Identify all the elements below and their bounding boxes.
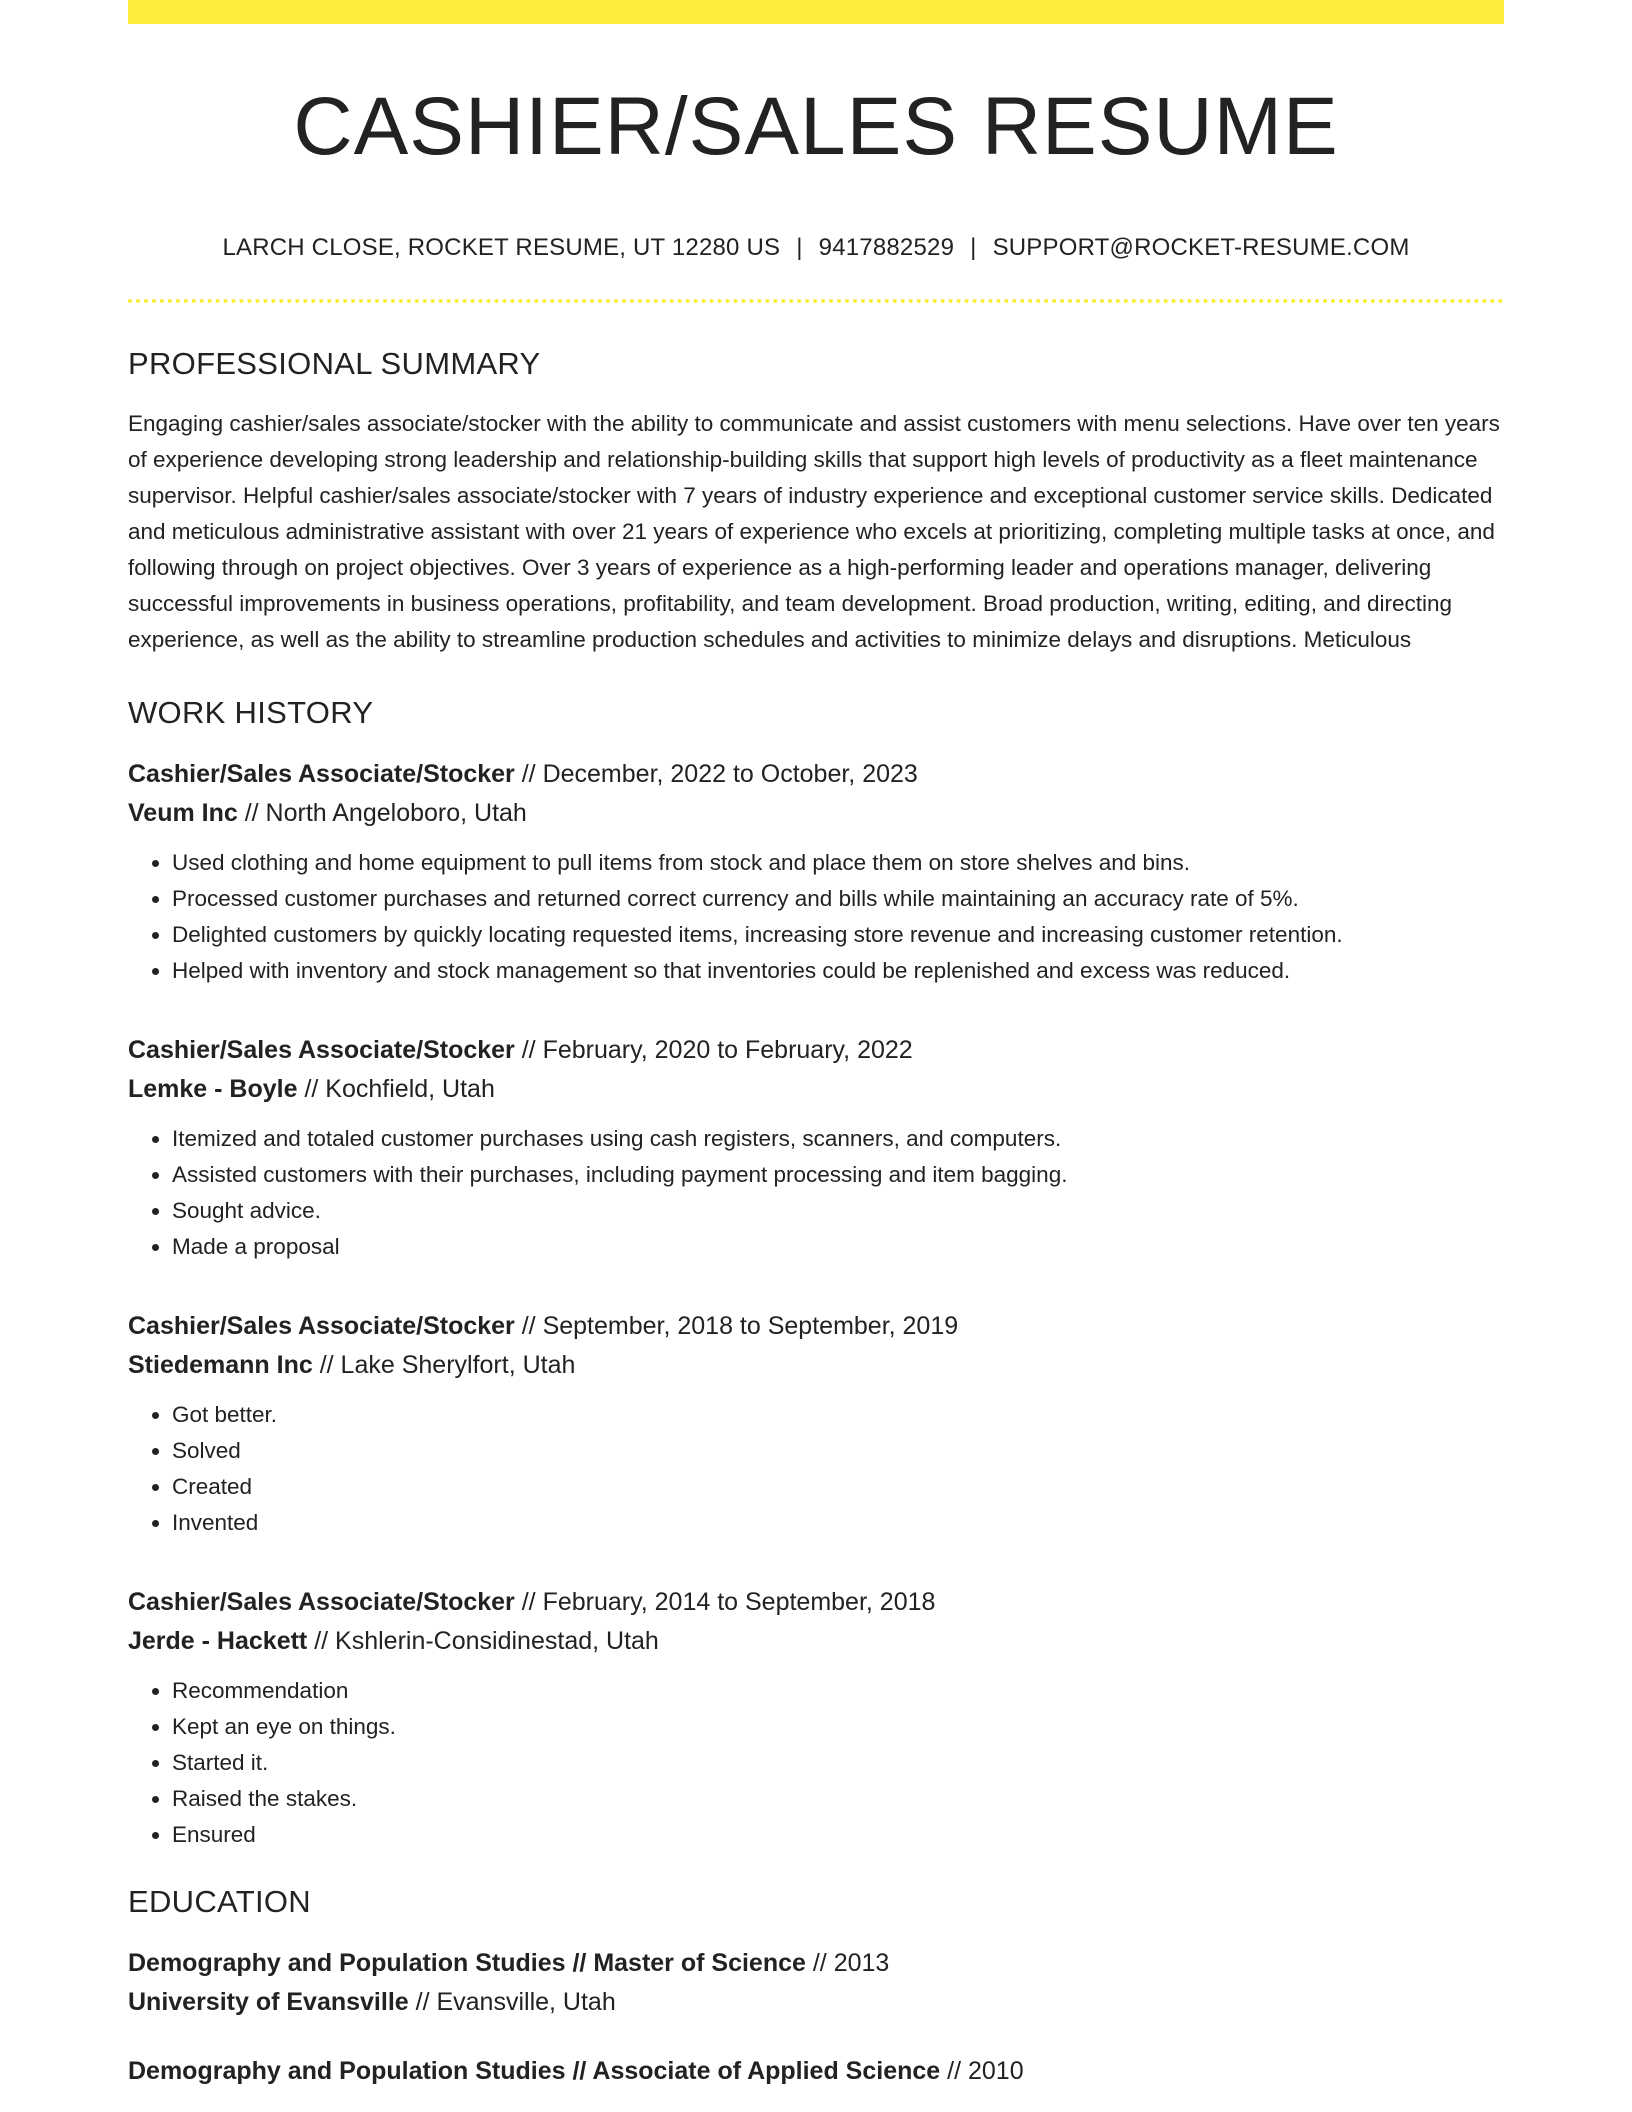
job-bullet: • Assisted customers with their purchases, including payment processing and item bagging. <box>172 1157 1504 1193</box>
job-role: Cashier/Sales Associate/Stocker <box>128 1036 515 1065</box>
education-location: // Evansville, Utah <box>415 1988 616 2017</box>
resume-title: CASHIER/SALES RESUME <box>293 81 1339 172</box>
education-entry <box>128 2052 1504 2091</box>
education-degree: Demography and Population Studies // Master of Science <box>128 1949 806 1978</box>
job-company: Lemke - Boyle <box>128 1075 298 1104</box>
education-entry <box>128 1944 1504 2022</box>
education-school-line <box>128 1983 1504 2022</box>
job-location: // Lake Sherylfort, Utah <box>319 1351 576 1380</box>
job-company: Stiedemann Inc <box>128 1351 313 1380</box>
education-year: // 2010 <box>947 2057 1024 2086</box>
summary-text: Engaging cashier/sales associate/stocker with the ability to communicate and assist customers with menu selections. Have over ten years of experience developing strong leadership and relationship-building skills that support high levels of productivity as a fleet maintenance supervisor. Helpful cashier/sales associate/stocker with 7 years of industry experience and exceptional customer service skills. Dedicated and meticulous administrative assistant with over 21 years of experience who excels at prioritizing, completing multiple tasks at once, and following through on project objectives. Over 3 years of experience as a high-performing leader and operations manager, delivering successful improvements in business operations, profitability, and team development. Broad production, writing, editing, and directing experience, as well as the ability to streamline production schedules and activities to minimize delays and disruptions. Meticulous <box>128 410 1500 652</box>
job-bullet: • Used clothing and home equipment to pull items from stock and place them on store shelves and bins. <box>172 845 1504 881</box>
job-dates: // September, 2018 to September, 2019 <box>521 1312 959 1341</box>
job-bullet: • Kept an eye on things. <box>172 1709 1504 1745</box>
job-company: Jerde - Hackett <box>128 1627 308 1656</box>
job-company-line <box>128 1070 1504 1109</box>
contact-line <box>128 234 1504 263</box>
education-year: // 2013 <box>812 1949 890 1978</box>
job-company-line <box>128 1622 1504 1661</box>
job-bullet: • Sought advice. <box>172 1193 1504 1229</box>
contact-phone: 9417882529 <box>818 234 955 261</box>
job-dates: // December, 2022 to October, 2023 <box>521 760 918 789</box>
contact-separator: | <box>970 234 977 261</box>
job-role: Cashier/Sales Associate/Stocker <box>128 1588 515 1617</box>
job-bullet: • Solved <box>172 1433 1504 1469</box>
education-degree-line <box>128 1944 1504 1983</box>
work-history-list <box>128 755 1504 1853</box>
education-degree: Demography and Population Studies // Associate of Applied Science <box>128 2057 941 2086</box>
dotted-divider <box>128 299 1504 303</box>
job-bullet: • Helped with inventory and stock management so that inventories could be replenished and excess was reduced. <box>172 953 1504 989</box>
summary-heading: PROFESSIONAL SUMMARY <box>128 345 541 381</box>
job-dates: // February, 2014 to September, 2018 <box>521 1588 936 1617</box>
job-company: Veum Inc <box>128 799 238 828</box>
job-entry <box>128 1307 1504 1541</box>
job-location: // Kshlerin-Considinestad, Utah <box>314 1627 659 1656</box>
resume-page <box>128 0 1504 2091</box>
job-bullet: • Itemized and totaled customer purchases using cash registers, scanners, and computers. <box>172 1121 1504 1157</box>
job-role: Cashier/Sales Associate/Stocker <box>128 760 515 789</box>
job-dates: // February, 2020 to February, 2022 <box>521 1036 913 1065</box>
job-entry <box>128 1583 1504 1853</box>
job-title-line <box>128 1583 1504 1622</box>
education-heading: EDUCATION <box>128 1884 311 1920</box>
job-bullet: • Got better. <box>172 1397 1504 1433</box>
job-role: Cashier/Sales Associate/Stocker <box>128 1312 515 1341</box>
job-bullet: • Invented <box>172 1505 1504 1541</box>
job-bullet: • Made a proposal <box>172 1229 1504 1265</box>
job-location: // Kochfield, Utah <box>304 1075 495 1104</box>
job-title-line <box>128 755 1504 794</box>
job-bullet: • Recommendation <box>172 1673 1504 1709</box>
contact-email: SUPPORT@ROCKET-RESUME.COM <box>992 234 1410 261</box>
contact-address: LARCH CLOSE, ROCKET RESUME, UT 12280 US <box>222 234 781 261</box>
contact-separator: | <box>796 234 803 261</box>
job-bullet: • Raised the stakes. <box>172 1781 1504 1817</box>
job-location: // North Angeloboro, Utah <box>244 799 527 828</box>
job-company-line <box>128 1346 1504 1385</box>
job-bullet: • Created <box>172 1469 1504 1505</box>
education-school: University of Evansville <box>128 1988 409 2017</box>
job-bullet: • Ensured <box>172 1817 1504 1853</box>
job-entry <box>128 1031 1504 1265</box>
job-title-line <box>128 1031 1504 1070</box>
job-bullets <box>128 1121 1504 1265</box>
work-history-heading: WORK HISTORY <box>128 694 374 730</box>
job-bullets <box>128 1673 1504 1853</box>
education-degree-line <box>128 2052 1504 2091</box>
accent-bar <box>128 0 1504 24</box>
job-entry <box>128 755 1504 989</box>
job-bullets <box>128 845 1504 989</box>
job-bullet: • Processed customer purchases and returned correct currency and bills while maintaining an accuracy rate of 5%. <box>172 881 1504 917</box>
education-list <box>128 1944 1504 2091</box>
job-bullet: • Started it. <box>172 1745 1504 1781</box>
job-bullet: • Delighted customers by quickly locating requested items, increasing store revenue and increasing customer retention. <box>172 917 1504 953</box>
job-bullets <box>128 1397 1504 1541</box>
job-title-line <box>128 1307 1504 1346</box>
job-company-line <box>128 794 1504 833</box>
